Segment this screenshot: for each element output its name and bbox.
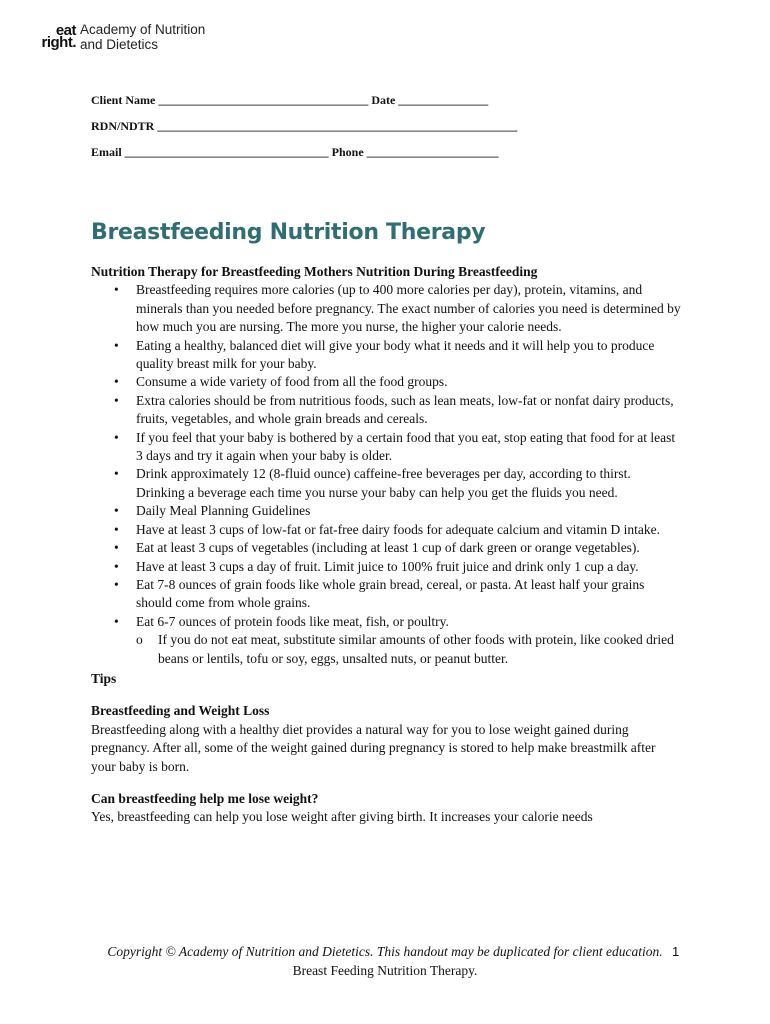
list-item: • Eat 6-7 ounces of protein foods like meat, fish, or poultry. o If you do not eat meat, substitute similar amounts of other foods with protein, like cooked dried beans or lentils, tofu or soy, eggs, unsalted nuts, or peanut butter. xyxy=(91,613,681,668)
list-item: • If you feel that your baby is bothered by a certain food that you eat, stop eating that food for at least 3 days and try it again when your baby is older. xyxy=(114,429,676,464)
bullet-icon: • xyxy=(114,521,119,537)
page-number: 1 xyxy=(672,944,680,959)
email-phone-field[interactable]: Email __________________________________ Phone ______________________ xyxy=(91,145,499,159)
bullet-icon: • xyxy=(114,466,119,482)
bullet-icon: • xyxy=(114,558,119,574)
main-content xyxy=(91,263,681,827)
bullet-icon: • xyxy=(114,503,119,519)
tips-heading: Tips xyxy=(91,670,117,686)
client-name-date-field[interactable]: Client Name ___________________________________ Date _______________ xyxy=(91,93,489,107)
list-item: • Consume a wide variety of food from all the food groups. xyxy=(91,373,681,391)
weight-loss-heading: Breastfeeding and Weight Loss xyxy=(91,703,270,719)
faq-text: Yes, breastfeeding can help you lose weight after giving birth. It increases your calorie needs xyxy=(91,809,593,825)
copyright-rest: Breast Feeding Nutrition Therapy. xyxy=(292,963,478,978)
eatright-logo xyxy=(30,22,205,52)
sub-list xyxy=(136,631,681,668)
rdn-ndtr-field[interactable]: RDN/NDTR ____________________________________________________________ xyxy=(91,119,518,133)
guidelines-list xyxy=(91,281,681,668)
section-heading: Nutrition Therapy for Breastfeeding Mothers Nutrition During Breastfeeding xyxy=(91,264,538,279)
footer-copyright xyxy=(100,942,670,980)
logo-text xyxy=(80,22,205,52)
logo-mark-bottom: right. xyxy=(41,34,76,51)
list-item: • Have at least 3 cups a day of fruit. Limit juice to 100% fruit juice and drink only 1 cup a day. xyxy=(91,558,681,576)
list-item: • Eating a healthy, balanced diet will give your body what it needs and it will help you to produce quality breast milk for your baby. xyxy=(114,337,655,372)
list-item: • Eat 7-8 ounces of grain foods like whole grain bread, cereal, or pasta. At least half your grains should come from whole grains. xyxy=(114,576,645,611)
bullet-icon: • xyxy=(114,337,119,353)
bullet-icon: • xyxy=(114,282,119,298)
faq-heading: Can breastfeeding help me lose weight? xyxy=(91,790,319,806)
list-item: • Eat at least 3 cups of vegetables (including at least 1 cup of dark green or orange vegetables). xyxy=(91,539,681,557)
logo-line-2: and Dietetics xyxy=(80,37,159,52)
page-title: Breastfeeding Nutrition Therapy xyxy=(91,220,486,245)
logo-mark-top: eat xyxy=(55,22,76,39)
bullet-icon: • xyxy=(114,540,119,556)
sub-list-item: o If you do not eat meat, substitute similar amounts of other foods with protein, like cooked dried beans or lentils, tofu or soy, eggs, unsalted nuts, or peanut butter. xyxy=(136,632,674,666)
bullet-icon: • xyxy=(114,613,119,629)
list-item: • Breastfeeding requires more calories (up to 400 more calories per day), protein, vitamins, and minerals than you needed before pregnancy. The exact number of calories you need is determined by how much you are nursing. The more you nurse, the higher your calorie needs. xyxy=(114,282,681,335)
list-item: • Daily Meal Planning Guidelines xyxy=(91,502,681,520)
bullet-icon: • xyxy=(114,374,119,390)
copyright-italic: Copyright © Academy of Nutrition and Dietetics. This handout may be duplicated for client education. xyxy=(107,944,663,959)
list-item: • Extra calories should be from nutritious foods, such as lean meats, low-fat or nonfat dairy products, fruits, vegetables, and whole grain breads and cereals. xyxy=(114,392,674,427)
bullet-icon: • xyxy=(114,392,119,408)
list-item: • Have at least 3 cups of low-fat or fat-free dairy foods for adequate calcium and vitamin D intake. xyxy=(91,521,681,539)
circle-bullet-icon: o xyxy=(136,632,143,648)
bullet-icon: • xyxy=(114,576,119,592)
logo-line-1: Academy of Nutrition xyxy=(80,22,206,37)
bullet-icon: • xyxy=(114,429,119,445)
logo-mark xyxy=(30,22,76,51)
weight-loss-text: Breastfeeding along with a healthy diet provides a natural way for you to lose weight gained during pregnancy. After all, some of the weight gained during pregnancy is stored to help make breastmilk after your baby is born. xyxy=(91,721,656,774)
list-item: • Drink approximately 12 (8-fluid ounce) caffeine-free beverages per day, according to thirst. Drinking a beverage each time you nurse your baby can help you get the fluids you need. xyxy=(114,466,631,500)
